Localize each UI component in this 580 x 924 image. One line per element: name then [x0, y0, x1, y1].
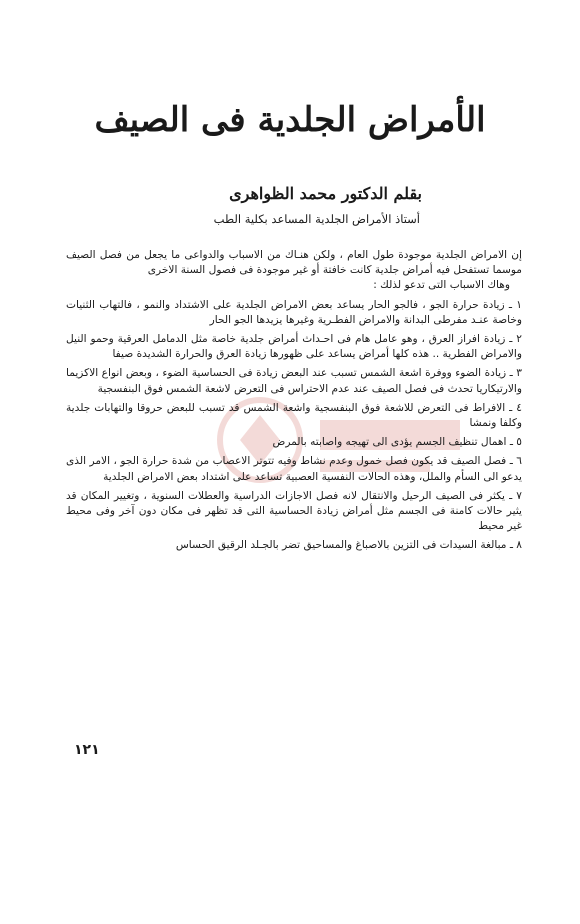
- author-byline: بقلم الدكتور محمد الظواهرى: [229, 184, 422, 203]
- list-item: ٦ ـ فصل الصيف قد يكون فصل خمول وعدم نشاط وفيه تتوتر الاعصاب من شدة حرارة الجو ، الامر الذى يدعو الى السأم والملل، وهذه الحالات النفسية العصبية تساعد على اشتداد بعض الامراض الجلدية: [66, 455, 522, 483]
- list-item: ٢ ـ زيادة افراز العرق ، وهو عامل هام فى احـداث أمراض جلدية خاصة مثل الدمامل العرقية وحمو النيل والامراض الفطرية .. هذه كلها أمراض يساعد على ظهورها زيادة العرق والحرارة الشديدة صيفا: [66, 333, 522, 361]
- list-item: ٣ ـ زيادة الضوء ووفرة اشعة الشمس تسبب عند البعض زيادة فى الحساسية الضوء ، وبعض انواع الاكزيما والارتيكاريا تحدث فى فصل الصيف عند عدم الاحتراس فى التعرض لاشعة الشمس فوق البنفسجية: [66, 367, 522, 395]
- list-item: ٥ ـ اهمال تنظيف الجسم يؤدى الى تهيجه واصابته بالمرض: [272, 436, 522, 449]
- list-item: ٤ ـ الافراط فى التعرض للاشعة فوق البنفسجية واشعة الشمس قد تسبب للبعض حروقا والتهابات جلدية وكلفا ونمشا: [66, 401, 522, 430]
- article-title: الأمراض الجلدية فى الصيف: [94, 100, 486, 140]
- article-body: [66, 248, 522, 554]
- list-item: ٨ ـ مبالغة السيدات فى التزين بالاصباغ والمساحيق تضر بالجـلد الرقيق الحساس: [175, 539, 522, 552]
- list-intro: وهاك الاسباب التى تدعو لذلك :: [373, 279, 510, 292]
- list-item: ٧ ـ يكثر فى الصيف الرحيل والانتقال لانه فصل الاجازات الدراسية والعطلات السنوية ، وتغيير المكان قد يثير حالات كامنة فى الجسم مثل أمراض زيادة الحساسية التى قد تظهر فى مكان دون آخر وفى محيط غير محيط: [66, 489, 522, 533]
- page-number: ١٢١: [74, 742, 100, 758]
- list-item: ١ ـ زيادة حرارة الجو ، فالجو الحار يساعد بعض الامراض الجلدية على الاشتداد والنمو ، فالتهاب الثنيات وخاصة عنـد مفرطى البدانة والامراض الفطـرية وغيرها يزيدها الجو الحار: [66, 298, 522, 326]
- author-affiliation: أستاذ الأمراض الجلدية المساعد بكلية الطب: [213, 212, 420, 226]
- intro-paragraph: إن الامراض الجلدية موجودة طول العام ، ولكن هنـاك من الاسباب والدواعى ما يجعل من فصل الصيف موسما تستفحل فيه أمراض جلدية كانت خافتة أو غير موجودة فى فصول السنة الاخرى: [66, 249, 522, 277]
